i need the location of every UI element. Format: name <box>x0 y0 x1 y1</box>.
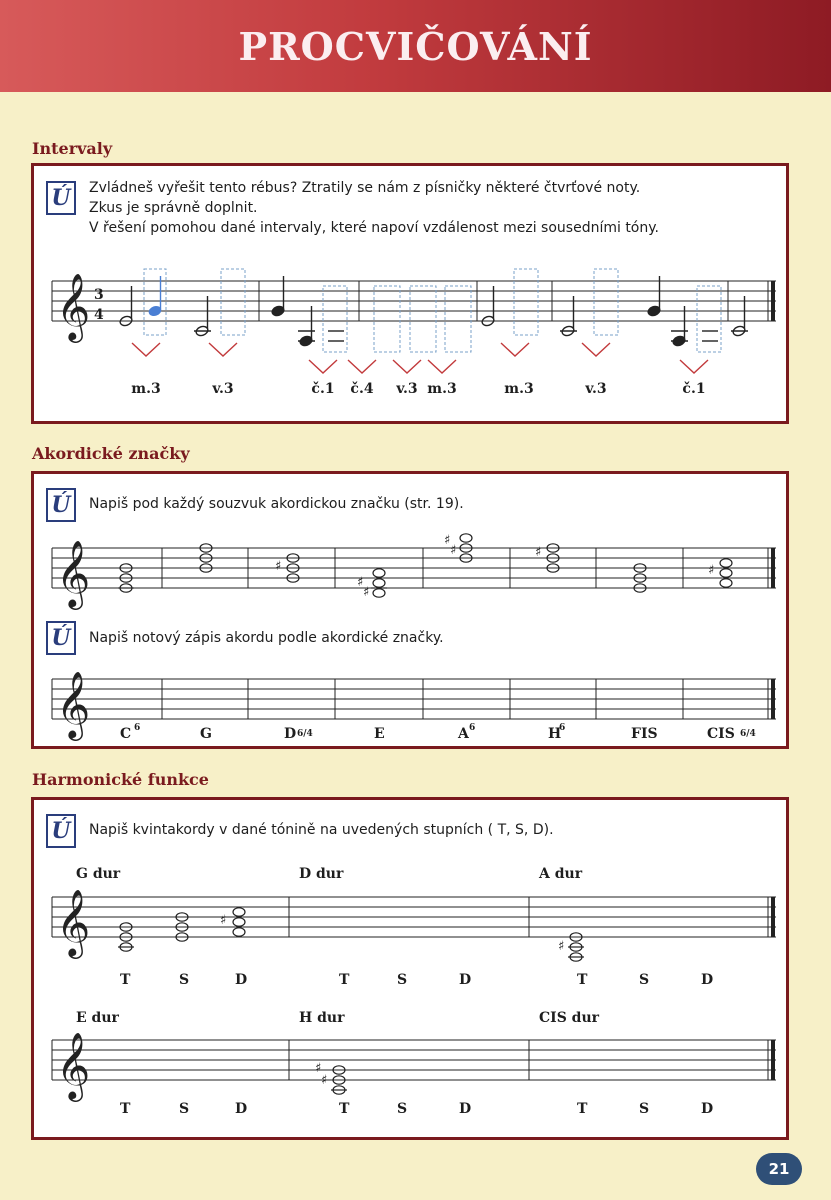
function-label: D <box>459 972 472 988</box>
time-sig-bottom: 4 <box>94 307 104 323</box>
chord-symbol: CIS <box>707 726 735 742</box>
key-label: E dur <box>76 1010 119 1026</box>
staff-intervaly <box>34 166 786 421</box>
treble-clef-icon: 𝄞 <box>56 888 91 956</box>
svg-text:♯: ♯ <box>220 913 227 928</box>
chord-symbol-sup: 6 <box>134 723 141 733</box>
chord-symbol: C <box>120 726 132 742</box>
section-title-intervaly: Intervaly <box>32 139 113 158</box>
function-label: S <box>639 972 650 988</box>
section-title-harmonicke: Harmonické funkce <box>32 770 209 789</box>
interval-label: m.3 <box>427 381 457 397</box>
treble-clef-icon: 𝄞 <box>56 670 91 738</box>
key-label: D dur <box>299 866 344 882</box>
function-label: D <box>701 1101 714 1117</box>
function-label: D <box>459 1101 472 1117</box>
svg-text:♯: ♯ <box>321 1073 328 1088</box>
interval-label: č.1 <box>311 381 335 397</box>
chord-symbol: G <box>200 726 212 742</box>
function-label: S <box>397 972 408 988</box>
treble-clef-icon: 𝄞 <box>56 272 91 340</box>
instruction-line: Zkus je správně doplnit. <box>89 200 258 216</box>
exercise-panel-intervaly <box>31 163 789 424</box>
page-number: 21 <box>756 1153 802 1185</box>
function-label: S <box>179 1101 190 1117</box>
chord-symbol-sup: 6 <box>559 723 566 733</box>
interval-label: v.3 <box>212 381 234 397</box>
function-label: T <box>339 1101 350 1117</box>
instruction-harmonicke: Napiš kvintakordy v dané tónině na uvedených stupních ( T, S, D). <box>89 822 554 838</box>
key-label: G dur <box>76 866 121 882</box>
function-label: S <box>397 1101 408 1117</box>
key-label: CIS dur <box>539 1010 600 1026</box>
svg-text:♯: ♯ <box>315 1061 322 1076</box>
interval-label: m.3 <box>504 381 534 397</box>
chord-symbol: H <box>548 726 562 742</box>
instruction-line: Zvládneš vyřešit tento rébus? Ztratily se nám z písničky některé čtvrťové noty. <box>89 180 641 196</box>
chord-symbol: E <box>374 726 385 742</box>
function-label: S <box>639 1101 650 1117</box>
chord-symbol: FIS <box>631 726 658 742</box>
function-label: T <box>120 1101 131 1117</box>
function-label: D <box>235 1101 248 1117</box>
function-label: T <box>577 1101 588 1117</box>
svg-text:♯: ♯ <box>275 559 282 574</box>
chord-symbol-sup: 6 <box>469 723 476 733</box>
page-title: PROCVIČOVÁNÍ <box>238 23 593 69</box>
staff-harmonic-functions <box>34 800 786 1137</box>
chord-symbol: A <box>458 726 469 742</box>
instruction-notovy-zapis: Napiš notový zápis akordu podle akordické značky. <box>89 630 444 646</box>
staff-chord-symbols <box>34 474 786 746</box>
key-label: H dur <box>299 1010 345 1026</box>
function-label: T <box>120 972 131 988</box>
function-label: T <box>339 972 350 988</box>
interval-label: č.4 <box>350 381 374 397</box>
function-label: D <box>701 972 714 988</box>
svg-text:♯: ♯ <box>357 575 364 590</box>
svg-text:♯: ♯ <box>535 545 542 560</box>
svg-text:♯: ♯ <box>444 533 451 548</box>
task-u-icon: Ú <box>46 181 76 215</box>
chord-symbol-sup: 6/4 <box>297 729 313 739</box>
exercise-panel-harmonicke <box>31 797 789 1140</box>
svg-text:♯: ♯ <box>363 585 370 600</box>
chord-symbol: D <box>284 726 297 742</box>
svg-text:♯: ♯ <box>450 543 457 558</box>
function-label: D <box>235 972 248 988</box>
instruction-line: V řešení pomohou dané intervaly, které napoví vzdálenost mezi sousedními tóny. <box>89 220 659 236</box>
blue-note-icon <box>148 276 162 317</box>
interval-label: v.3 <box>396 381 418 397</box>
task-u-icon: Ú <box>46 814 76 848</box>
key-label: A dur <box>539 866 583 882</box>
svg-text:♯: ♯ <box>708 563 715 578</box>
interval-label: v.3 <box>585 381 607 397</box>
function-label: S <box>179 972 190 988</box>
page-header <box>0 0 831 92</box>
exercise-panel-akordicke <box>31 471 789 749</box>
chord-symbol-sup: 6/4 <box>740 729 756 739</box>
interval-label: m.3 <box>131 381 161 397</box>
interval-label: č.1 <box>682 381 706 397</box>
task-u-icon: Ú <box>46 488 76 522</box>
function-label: T <box>577 972 588 988</box>
time-sig-top: 3 <box>94 287 104 303</box>
instruction-akordicke: Napiš pod každý souzvuk akordickou značku (str. 19). <box>89 496 464 512</box>
treble-clef-icon: 𝄞 <box>56 539 91 607</box>
treble-clef-icon: 𝄞 <box>56 1031 91 1099</box>
svg-text:♯: ♯ <box>558 939 565 954</box>
task-u-icon: Ú <box>46 621 76 655</box>
section-title-akordicke: Akordické značky <box>32 444 190 463</box>
